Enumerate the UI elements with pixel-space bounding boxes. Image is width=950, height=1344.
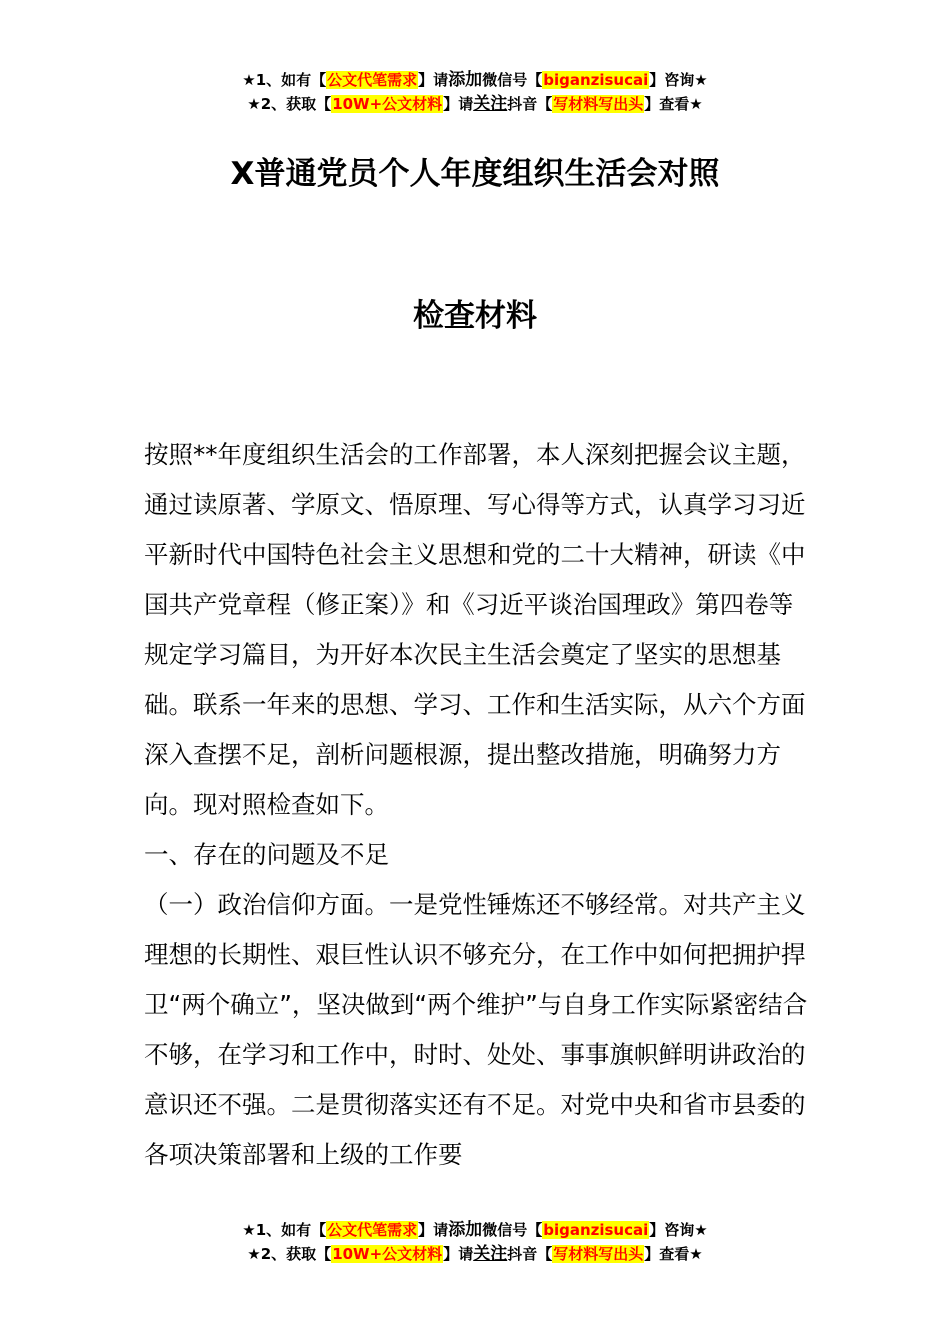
section-paragraph: [144, 880, 808, 1180]
highlight-service: 公文代笔需求: [327, 71, 418, 89]
document-title: X普通党员个人年度组织生活会对照: [230, 156, 720, 192]
banner-text: 】请: [443, 95, 474, 113]
banner-text: 】请: [418, 1221, 449, 1239]
header-banner: [0, 68, 950, 116]
paragraph-text: （一）政治信仰方面。一是党性锤炼还不够经常。对共产主义理想的长期性、艰巨性认识不够充分，在工作中如何把拥护捍卫“两个确立”，坚决做到“两个维护”与自身工作实际紧密结合不够，在学习和工作中，时时、处处、事事旗帜鲜明讲政治的意识还不强。二是贯彻落实还有不足。对党中央和省市县委的各项决策部署和上级的工作要: [144, 890, 808, 1169]
banner-text: 微信号【: [482, 1221, 543, 1239]
intro-paragraph: [144, 430, 808, 830]
highlight-materials: 10W+公文材料: [332, 95, 443, 113]
highlight-douyin: 写材料写出头: [553, 1245, 644, 1263]
highlight-materials: 10W+公文材料: [332, 1245, 443, 1263]
highlight-service: 公文代笔需求: [327, 1221, 418, 1239]
banner-emphasis: 添加: [448, 70, 483, 90]
highlight-wechat-id: biganzisucai: [543, 71, 649, 89]
banner-text: 抖音【: [507, 95, 553, 113]
banner-emphasis: 添加: [448, 1220, 483, 1240]
section-heading: [144, 830, 808, 880]
banner-emphasis: 关注: [473, 94, 508, 114]
banner-line-2: [0, 92, 950, 116]
banner-line-2: [0, 1242, 950, 1266]
banner-text: 】咨询★: [649, 1221, 708, 1239]
banner-text: ★2、获取【: [247, 1245, 332, 1263]
banner-text: 】查看★: [644, 1245, 703, 1263]
highlight-wechat-id: biganzisucai: [543, 1221, 649, 1239]
banner-text: 】请: [418, 71, 449, 89]
banner-text: 抖音【: [507, 1245, 553, 1263]
document-title-continued: 检查材料: [413, 298, 537, 334]
banner-text: 微信号【: [482, 71, 543, 89]
footer-banner: [0, 1218, 950, 1266]
banner-line-1: [0, 1218, 950, 1242]
paragraph-text: 按照**年度组织生活会的工作部署，本人深刻把握会议主题，通过读原著、学原文、悟原理、写心得等方式，认真学习习近平新时代中国特色社会主义思想和党的二十大精神，研读《中国共产党章程（修正案）》和《习近平谈治国理政》第四卷等规定学习篇目，为开好本次民主生活会奠定了坚实的思想基础。联系一年来的思想、学习、工作和生活实际，从六个方面深入查摆不足，剖析问题根源，提出整改措施，明确努力方向。现对照检查如下。: [144, 440, 806, 819]
banner-line-1: [0, 68, 950, 92]
banner-text: ★1、如有【: [242, 71, 327, 89]
banner-text: 】咨询★: [649, 71, 708, 89]
banner-text: 】请: [443, 1245, 474, 1263]
heading-text: 一、存在的问题及不足: [144, 840, 389, 869]
banner-text: ★2、获取【: [247, 95, 332, 113]
banner-text: 】查看★: [644, 95, 703, 113]
banner-text: ★1、如有【: [242, 1221, 327, 1239]
highlight-douyin: 写材料写出头: [553, 95, 644, 113]
banner-emphasis: 关注: [473, 1244, 508, 1264]
